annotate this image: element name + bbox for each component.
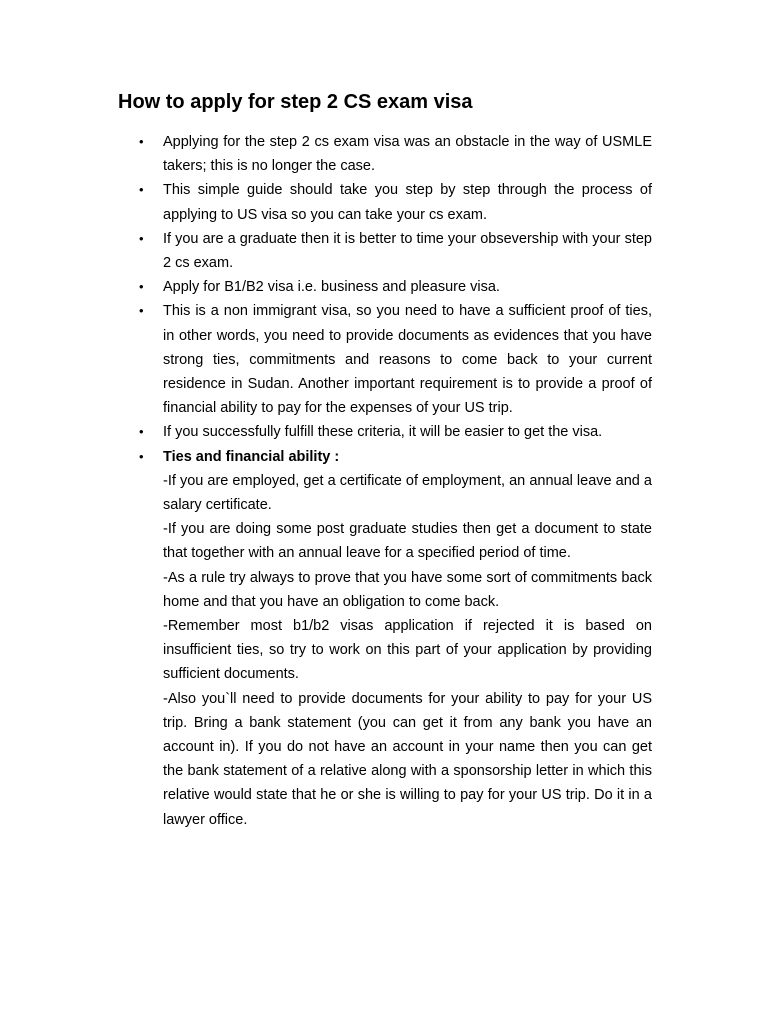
list-item (138, 130, 652, 178)
bullet-icon: • (139, 303, 144, 319)
list-item-text: This is a non immigrant visa, so you need to have a sufficient proof of ties, in other words, you need to provide documents as evidences that you have strong ties, commitments and reasons to come back to your current residence in Sudan. Another important requirement is to provide a proof of financial ability to pay for the expenses of your US trip. (163, 303, 652, 417)
list-item-text: This simple guide should take you step by step through the process of applying to US visa so you can take your cs exam. (163, 182, 652, 223)
list-item (138, 275, 652, 299)
bullet-icon: • (139, 279, 144, 295)
list-item-text: If you are a graduate then it is better to time your obsevership with your step 2 cs exam. (163, 230, 652, 272)
list-item (138, 227, 652, 275)
paragraph: -Remember most b1/b2 visas application if rejected it is based on insufficient ties, so try to work on this part of your application by providing sufficient documents. (163, 618, 652, 683)
section-heading: Ties and financial ability : (163, 448, 340, 465)
list-item-text: Applying for the step 2 cs exam visa was an obstacle in the way of USMLE takers; this is no longer the case. (163, 134, 652, 175)
paragraph: -Also you`ll need to provide documents for your ability to pay for your US trip. Bring a bank statement (you can get it from any bank you have an account in). If you do not have an account in your name then you can get the bank statement of a relative along with a sponsorship letter in which this relative would state that he or she is willing to pay for your US trip. Do it in a lawyer office. (163, 690, 652, 828)
page-title: How to apply for step 2 CS exam visa (118, 91, 473, 113)
bullet-list (138, 130, 652, 832)
bullet-icon: • (139, 134, 144, 149)
bullet-icon: • (139, 182, 144, 198)
bullet-icon: • (139, 230, 144, 246)
bullet-icon: • (139, 424, 144, 440)
paragraph: -If you are employed, get a certificate of employment, an annual leave and a salary certificate. (163, 472, 652, 514)
ties-section (138, 445, 652, 832)
list-item (138, 178, 652, 226)
bullet-icon: • (139, 448, 144, 464)
list-item (138, 299, 652, 420)
list-item-text: If you successfully fulfill these criteria, it will be easier to get the visa. (163, 424, 603, 441)
list-item (138, 420, 652, 444)
paragraph: -If you are doing some post graduate studies then get a document to state that together with an annual leave for a specified period of time. (163, 521, 652, 562)
list-item-text: Apply for B1/B2 visa i.e. business and pleasure visa. (163, 279, 500, 296)
paragraph: -As a rule try always to prove that you have some sort of commitments back home and that you have an obligation to come back. (163, 569, 652, 610)
